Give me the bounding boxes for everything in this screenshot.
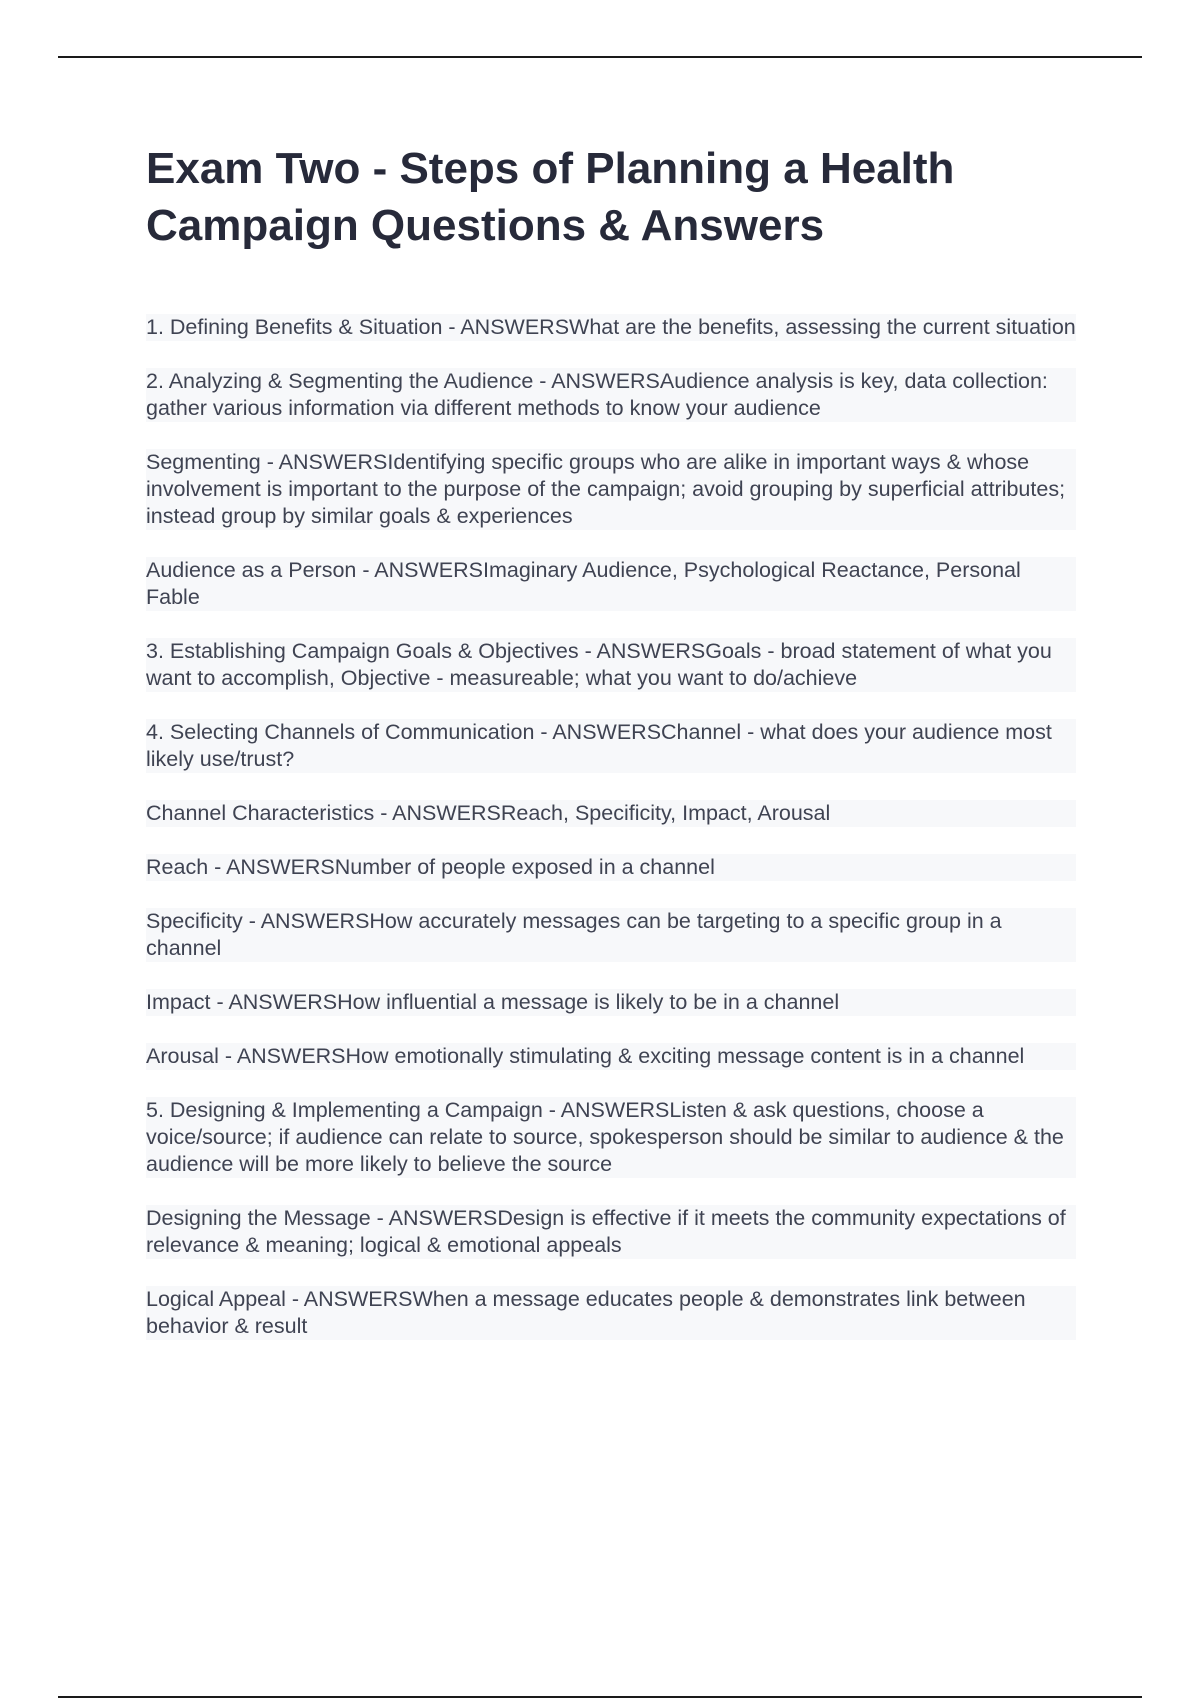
qa-item: Reach - ANSWERSNumber of people exposed in a channel — [146, 854, 1076, 881]
qa-item: Channel Characteristics - ANSWERSReach, Specificity, Impact, Arousal — [146, 800, 1076, 827]
qa-item: Audience as a Person - ANSWERSImaginary Audience, Psychological Reactance, Personal Fable — [146, 557, 1076, 611]
qa-item: Specificity - ANSWERSHow accurately messages can be targeting to a specific group in a channel — [146, 908, 1076, 962]
bottom-rule — [58, 1696, 1142, 1698]
qa-item: Segmenting - ANSWERSIdentifying specific groups who are alike in important ways & whose involvement is important to the purpose of the campaign; avoid grouping by superficial attributes; instead group by similar goals & experiences — [146, 449, 1076, 530]
document-body — [146, 140, 1076, 1367]
qa-item: 1. Defining Benefits & Situation - ANSWERSWhat are the benefits, assessing the current situation — [146, 315, 1076, 339]
qa-item: Logical Appeal - ANSWERSWhen a message educates people & demonstrates link between behavior & result — [146, 1286, 1076, 1340]
qa-item: 4. Selecting Channels of Communication - ANSWERSChannel - what does your audience most likely use/trust? — [146, 719, 1076, 773]
top-rule — [58, 56, 1142, 58]
qa-item: 2. Analyzing & Segmenting the Audience - ANSWERSAudience analysis is key, data collection: gather various information via different methods to know your audience — [146, 368, 1076, 422]
qa-list — [146, 314, 1076, 1340]
document-title: Exam Two - Steps of Planning a Health Campaign Questions & Answers — [146, 144, 955, 250]
qa-item: Designing the Message - ANSWERSDesign is effective if it meets the community expectations of relevance & meaning; logical & emotional appeals — [146, 1205, 1076, 1259]
qa-item: Impact - ANSWERSHow influential a message is likely to be in a channel — [146, 989, 1076, 1016]
qa-item: 5. Designing & Implementing a Campaign - ANSWERSListen & ask questions, choose a voice/source; if audience can relate to source, spokesperson should be similar to audience & the audience will be more likely to believe the source — [146, 1097, 1076, 1178]
qa-item: Arousal - ANSWERSHow emotionally stimulating & exciting message content is in a channel — [146, 1043, 1076, 1070]
qa-item: 3. Establishing Campaign Goals & Objectives - ANSWERSGoals - broad statement of what you want to accomplish, Objective - measureable; what you want to do/achieve — [146, 638, 1076, 692]
